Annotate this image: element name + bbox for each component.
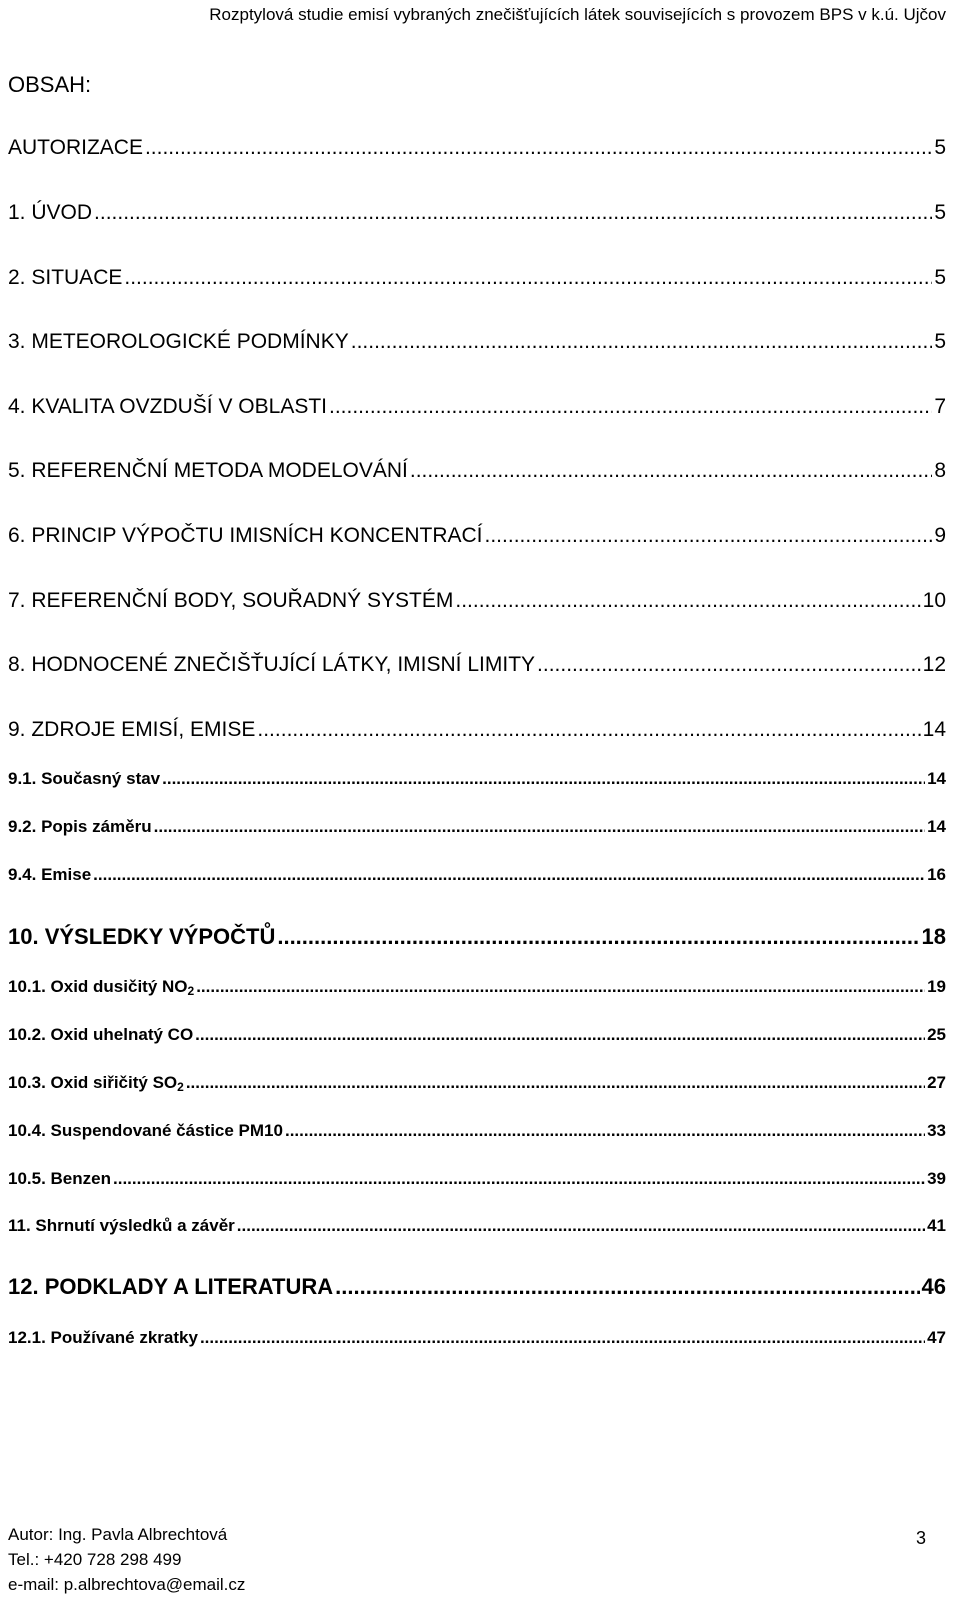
toc-entry-label: 11. Shrnutí výsledků a závěr — [8, 1216, 235, 1235]
toc-entry-page: 5 — [934, 136, 946, 159]
toc-entry-label: 10.4. Suspendované částice PM10 — [8, 1121, 283, 1140]
toc-leader-dots — [410, 458, 932, 484]
toc-entry-page: 18 — [921, 924, 946, 949]
toc-entry-label: 10.5. Benzen — [8, 1169, 111, 1188]
toc-subentry[interactable] — [8, 1168, 946, 1190]
toc-entry-page: 7 — [934, 395, 946, 418]
toc-leader-dots — [537, 652, 921, 678]
toc-entry-page: 46 — [921, 1274, 946, 1299]
toc-entry-page: 27 — [927, 1073, 946, 1092]
toc-entry-page: 41 — [927, 1216, 946, 1235]
toc-leader-dots — [455, 588, 920, 614]
toc-entry-page: 8 — [934, 459, 946, 482]
toc-entry-page: 5 — [934, 266, 946, 289]
toc-subentry[interactable] — [8, 1120, 946, 1142]
toc-subentry[interactable] — [8, 816, 946, 838]
toc-entry-page: 10 — [922, 589, 946, 612]
toc-leader-dots — [335, 1274, 919, 1300]
toc-leader-dots — [200, 1327, 925, 1349]
toc-entry[interactable] — [8, 1274, 946, 1300]
toc-subentry[interactable] — [8, 1072, 946, 1094]
toc-entry[interactable] — [8, 717, 946, 743]
toc-entry-page: 14 — [927, 817, 946, 836]
toc-entry[interactable] — [8, 135, 946, 161]
toc-entry-page: 5 — [934, 330, 946, 353]
toc-entry[interactable] — [8, 523, 946, 549]
toc-entry-label: 9.2. Popis záměru — [8, 817, 152, 836]
toc-leader-dots — [196, 976, 925, 998]
toc-entry[interactable] — [8, 924, 946, 950]
toc-entry-page: 47 — [927, 1328, 946, 1347]
toc-leader-dots — [145, 135, 932, 161]
toc-leader-dots — [277, 924, 919, 950]
toc-entry[interactable] — [8, 394, 946, 420]
toc-entry-page: 25 — [927, 1025, 946, 1044]
running-header: Rozptylová studie emisí vybraných znečišťujících látek souvisejících s provozem BPS v k.ú. Ujčov — [209, 5, 946, 24]
toc-entry-label: 10.3. Oxid siřičitý $SO_2$ — [8, 1073, 184, 1094]
toc-leader-dots — [93, 864, 925, 886]
toc-entry-label: 10.1. Oxid dusičitý $NO_2$ — [8, 977, 195, 998]
toc-entry-label: 3. METEOROLOGICKÉ PODMÍNKY — [8, 330, 349, 353]
toc-leader-dots — [285, 1120, 925, 1142]
toc-entry-page: 16 — [927, 865, 946, 884]
toc-entry-label: 8. HODNOCENÉ ZNEČIŠŤUJÍCÍ LÁTKY, IMISNÍ LIMITY — [8, 653, 536, 676]
toc-leader-dots — [237, 1215, 925, 1237]
toc-entry-label: 9.4. Emise — [8, 865, 92, 884]
toc-entry-page: 39 — [927, 1169, 946, 1188]
toc-entry-page: 5 — [934, 201, 946, 224]
toc-entry-label: 6. PRINCIP VÝPOČTU IMISNÍCH KONCENTRACÍ — [8, 524, 483, 547]
toc-leader-dots — [329, 394, 932, 420]
footer-author: Autor: Ing. Pavla Albrechtová — [8, 1525, 228, 1544]
page-number: 3 — [915, 1528, 926, 1548]
toc-subentry[interactable] — [8, 1327, 946, 1349]
toc-entry-label: 9. ZDROJE EMISÍ, EMISE — [8, 718, 256, 741]
toc-entry-page: 12 — [922, 653, 946, 676]
toc-entry-page: 9 — [934, 524, 946, 547]
toc-entry-label: 5. REFERENČNÍ METODA MODELOVÁNÍ — [8, 459, 408, 482]
toc-entry-label: 10. VÝSLEDKY VÝPOČTŮ — [8, 924, 276, 949]
toc-entry-page: 14 — [922, 718, 946, 741]
subscript: 2 — [187, 984, 195, 998]
toc-entry-label: 4. KVALITA OVZDUŠÍ V OBLASTI — [8, 395, 327, 418]
toc-entry[interactable] — [8, 1215, 946, 1237]
footer-author-block — [8, 1522, 245, 1597]
toc-leader-dots — [113, 1168, 925, 1190]
toc-leader-dots — [195, 1024, 925, 1046]
toc-entry-label: 7. REFERENČNÍ BODY, SOUŘADNÝ SYSTÉM — [8, 589, 454, 612]
footer-phone: Tel.: +420 728 298 499 — [8, 1550, 182, 1569]
toc-subentry[interactable] — [8, 1024, 946, 1046]
toc-leader-dots — [162, 768, 925, 790]
toc-entry-label: 12. PODKLADY A LITERATURA — [8, 1274, 334, 1299]
toc-leader-dots — [154, 816, 925, 838]
toc-leader-dots — [351, 329, 933, 355]
toc-entry[interactable] — [8, 588, 946, 614]
toc-entry[interactable] — [8, 265, 946, 291]
toc-entry[interactable] — [8, 458, 946, 484]
toc-entry[interactable] — [8, 329, 946, 355]
toc-leader-dots — [186, 1072, 925, 1094]
toc-entry-page: 33 — [927, 1121, 946, 1140]
toc-entry-label: 10.2. Oxid uhelnatý CO — [8, 1025, 194, 1044]
toc-entry-label: 9.1. Současný stav — [8, 769, 161, 788]
toc-subentry[interactable] — [8, 864, 946, 886]
toc-entry[interactable] — [8, 652, 946, 678]
toc-leader-dots — [124, 265, 932, 291]
toc-entry-label: 1. ÚVOD — [8, 201, 93, 224]
toc-entry[interactable] — [8, 200, 946, 226]
toc-entry-label: 2. SITUACE — [8, 266, 123, 289]
toc-subentry[interactable] — [8, 976, 946, 998]
toc-entry-label: AUTORIZACE — [8, 136, 143, 159]
footer-email: e-mail: p.albrechtova@email.cz — [8, 1575, 246, 1594]
toc-entry-page: 14 — [927, 769, 946, 788]
toc-entry-page: 19 — [927, 977, 946, 996]
subscript: 2 — [177, 1080, 184, 1094]
toc-leader-dots — [257, 717, 920, 743]
toc-leader-dots — [94, 200, 932, 226]
toc-entry-label: 12.1. Používané zkratky — [8, 1328, 198, 1347]
toc-title: OBSAH: — [8, 72, 92, 97]
toc-leader-dots — [485, 523, 933, 549]
toc-subentry[interactable] — [8, 768, 946, 790]
